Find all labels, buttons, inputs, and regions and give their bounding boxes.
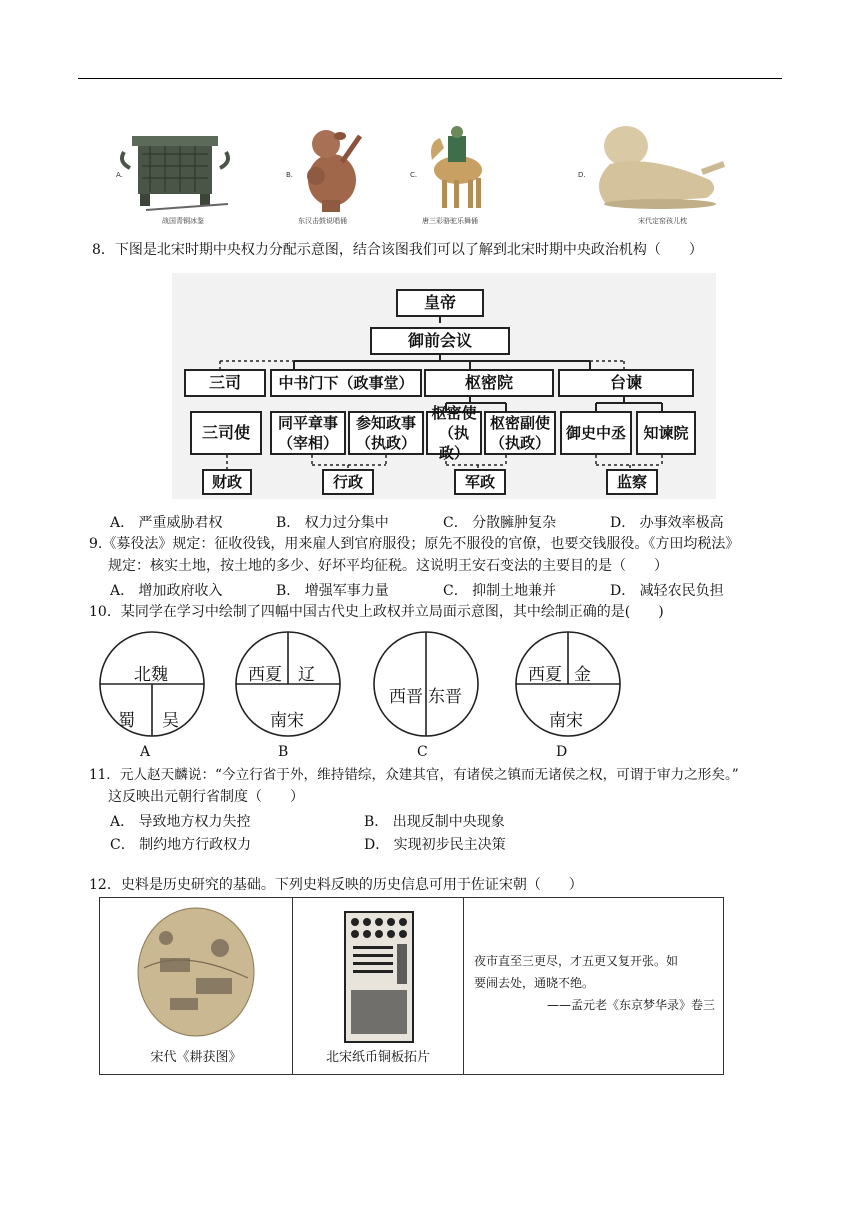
storyteller-figurine-image bbox=[296, 122, 366, 214]
tricolor-camel-image bbox=[422, 120, 490, 214]
q11-option-b[interactable]: B． 出现反制中央现象 bbox=[364, 814, 505, 830]
q11-option-d[interactable]: D． 实现初步民主决策 bbox=[364, 837, 506, 853]
q9-stem-line1: 9.《募役法》规定：征收役钱，用来雇人到官府服役；原先不服役的官僚，也要交钱服役。《方田均税法》 bbox=[89, 536, 740, 552]
q9-stem-line2: 规定：核实土地，按土地的多少、好坏平均征税。这说明王安石变法的主要目的是（ ） bbox=[108, 558, 668, 574]
circle-c-region-2: 东晋 bbox=[428, 687, 462, 707]
zhijianyuan-box bbox=[636, 411, 696, 455]
banknote-caption: 北宋纸币铜板拓片 bbox=[325, 1050, 430, 1065]
dongjing-quote-line2: 要闹去处，通晓不绝。 bbox=[474, 976, 595, 990]
q12-stem: 12．史料是历史研究的基础。下列史料反映的历史信息可用于佐证宋朝（ ） bbox=[89, 877, 583, 893]
q8-option-a[interactable]: A． 严重威胁君权 bbox=[110, 515, 223, 531]
source-cell-banknote bbox=[293, 898, 464, 1075]
imperial-council-box: 御前会议 bbox=[370, 327, 510, 355]
canzhizhengshi-label: 参知政事 bbox=[355, 414, 416, 432]
q8-option-b[interactable]: B． 权力过分集中 bbox=[276, 515, 389, 531]
q11-stem-line2: 这反映出元朝行省制度（ ） bbox=[108, 789, 304, 805]
child-pillow-image bbox=[590, 120, 730, 212]
q9-option-c[interactable]: C． 抑制土地兼并 bbox=[443, 583, 557, 599]
source-cell-text bbox=[464, 898, 724, 1075]
zhijianyuan-label: 知谏院 bbox=[643, 424, 689, 442]
image-letter-c: C. bbox=[410, 171, 418, 179]
q9-option-d[interactable]: D． 减轻农民负担 bbox=[610, 583, 724, 599]
farming-painting-image bbox=[100, 898, 292, 1046]
image-caption-b: 东汉击鼓说唱俑 bbox=[298, 217, 347, 225]
image-letter-a: A. bbox=[116, 171, 123, 179]
shumishi-role: （执政） bbox=[438, 424, 469, 462]
administration-box: 行政 bbox=[322, 469, 374, 495]
q8-stem: 8．下图是北宋时期中央权力分配示意图，结合该图我们可以了解到北宋时期中央政治机构（ ） bbox=[92, 242, 703, 258]
image-caption-a: 战国青铜冰鉴 bbox=[162, 217, 204, 225]
painting-caption: 宋代《耕获图》 bbox=[150, 1050, 242, 1065]
sansishi-label: 三司使 bbox=[201, 423, 250, 442]
q9-option-b[interactable]: B． 增强军事力量 bbox=[276, 583, 389, 599]
song-power-chart bbox=[172, 273, 716, 499]
q9-option-a[interactable]: A． 增加政府收入 bbox=[110, 583, 223, 599]
finance-box: 财政 bbox=[202, 469, 252, 495]
artifact-images-row bbox=[110, 118, 750, 230]
circle-b-region-1: 西夏 bbox=[248, 665, 282, 685]
pingzhangshi-role: （宰相） bbox=[277, 434, 338, 452]
circle-d-region-3: 南宋 bbox=[549, 711, 583, 731]
sansi-box: 三司 bbox=[184, 369, 266, 397]
regime-circles bbox=[96, 628, 656, 764]
image-caption-c: 唐三彩骆驼乐舞俑 bbox=[422, 217, 478, 225]
q10-option-c[interactable]: C bbox=[417, 744, 428, 760]
q11-option-c[interactable]: C． 制约地方行政权力 bbox=[110, 837, 252, 853]
circle-a-region-2: 蜀 bbox=[118, 711, 135, 731]
pingzhangshi-box bbox=[270, 411, 346, 455]
yushizhongcheng-box bbox=[560, 411, 632, 455]
q8-option-d[interactable]: D． 办事效率极高 bbox=[610, 515, 724, 531]
circle-c-region-1: 西晋 bbox=[389, 687, 423, 707]
image-caption-d: 宋代定窑孩儿枕 bbox=[638, 217, 687, 225]
shumishi-box bbox=[426, 404, 482, 462]
shumifushi-box bbox=[484, 411, 556, 455]
shumishi-label: 枢密使 bbox=[431, 404, 477, 422]
bronze-icebox-image bbox=[120, 124, 230, 214]
dongjing-quote-source: ——孟元老《东京梦华录》卷三 bbox=[546, 998, 715, 1012]
banknote-rubbing-image bbox=[293, 898, 463, 1046]
q10-option-b[interactable]: B bbox=[278, 744, 289, 760]
canzhizhengshi-box bbox=[348, 411, 424, 455]
circle-a-region-3: 吴 bbox=[162, 711, 179, 731]
circle-b-region-3: 南宋 bbox=[270, 711, 304, 731]
q10-stem: 10．某同学在学习中绘制了四幅中国古代史上政权并立局面示意图，其中绘制正确的是( ) bbox=[89, 604, 664, 620]
shumifushi-role: （执政） bbox=[489, 434, 550, 452]
zhongshu-box: 中书门下（政事堂） bbox=[270, 369, 422, 397]
header-rule bbox=[78, 78, 782, 79]
source-materials-table bbox=[99, 897, 724, 1075]
q10-option-a[interactable]: A bbox=[140, 744, 151, 760]
source-cell-painting bbox=[100, 898, 293, 1075]
military-box: 军政 bbox=[454, 469, 506, 495]
image-letter-d: D. bbox=[578, 171, 586, 179]
shumiyuan-box: 枢密院 bbox=[424, 369, 554, 397]
yushizhongcheng-label: 御史中丞 bbox=[565, 424, 626, 442]
q10-option-d[interactable]: D bbox=[556, 744, 568, 760]
dongjing-quote-line1: 夜市直至三更尽，才五更又复开张。如 bbox=[474, 954, 679, 968]
pingzhangshi-label: 同平章事 bbox=[277, 414, 338, 432]
image-letter-b: B. bbox=[286, 171, 294, 179]
q8-option-c[interactable]: C． 分散臃肿复杂 bbox=[443, 515, 557, 531]
q11-option-a[interactable]: A． 导致地方权力失控 bbox=[110, 814, 251, 830]
circle-a-region-1: 北魏 bbox=[134, 665, 168, 685]
circle-d-region-1: 西夏 bbox=[528, 665, 562, 685]
q11-stem-line1: 11．元人赵天麟说：“今立行省于外，维持错综，众建其官，有诸侯之镇而无诸侯之权，可谓于审力之形矣。” bbox=[89, 767, 739, 783]
canzhizhengshi-role: （执政） bbox=[355, 434, 416, 452]
sansishi-box bbox=[190, 411, 262, 455]
taijian-box: 台谏 bbox=[558, 369, 694, 397]
shumifushi-label: 枢密副使 bbox=[489, 414, 550, 432]
emperor-box: 皇帝 bbox=[396, 289, 484, 317]
circle-d-region-2: 金 bbox=[574, 665, 591, 685]
supervision-box: 监察 bbox=[606, 469, 658, 495]
circle-b-region-2: 辽 bbox=[298, 665, 315, 685]
